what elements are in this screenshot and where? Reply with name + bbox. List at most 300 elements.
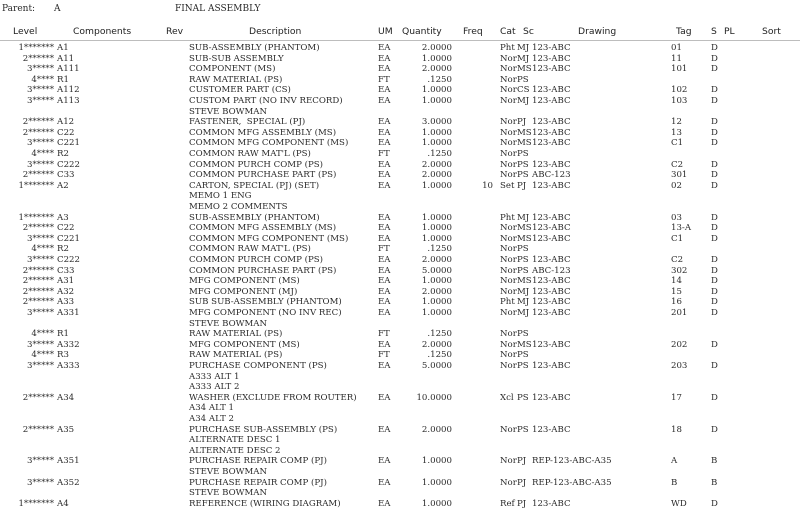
tag-cell: 302 (671, 265, 688, 276)
sc-cell: MJ (517, 286, 530, 297)
level-cell: 3***** (27, 339, 54, 350)
drawing-cell: 123-ABC (532, 276, 571, 287)
quantity-cell: .1250 (427, 244, 452, 255)
quantity-cell: 1.0000 (421, 477, 452, 488)
s-cell: D (711, 127, 718, 138)
cat-cell: Ref (500, 498, 515, 509)
drawing-cell: 123-ABC (532, 96, 571, 106)
quantity-cell: 1.0000 (421, 297, 452, 308)
cat-cell: Nor (500, 85, 517, 96)
sc-cell: PS (517, 255, 529, 265)
col-sort: Sort (762, 26, 781, 37)
sc-cell: PS (517, 149, 529, 159)
sc-cell: MS (517, 223, 532, 234)
cat-cell: Nor (500, 339, 517, 350)
level-cell: 1******* (18, 212, 54, 223)
drawing-cell: REP-123-ABC-A35 (532, 456, 612, 467)
tag-cell: 301 (671, 170, 688, 181)
quantity-cell: 1.0000 (421, 212, 452, 223)
cat-cell: Nor (500, 64, 517, 75)
um-cell: FT (378, 329, 390, 340)
um-cell: EA (378, 180, 391, 191)
freq-cell: 10 (482, 180, 493, 191)
level-cell: 3***** (27, 64, 54, 75)
component-cell: C221 (57, 233, 80, 244)
s-cell: D (711, 498, 718, 509)
um-cell: EA (378, 265, 391, 276)
cat-cell: Nor (500, 159, 517, 170)
cat-cell: Nor (500, 53, 517, 64)
drawing-cell: 123-ABC (532, 117, 571, 128)
description-cell: MFG COMPONENT (NO INV REC) (189, 308, 342, 318)
component-cell: A32 (57, 286, 75, 297)
s-cell: D (711, 53, 718, 64)
um-cell: EA (378, 456, 391, 467)
col-level: Level (13, 26, 38, 37)
cat-cell: Nor (500, 149, 517, 159)
sc-cell: PS (517, 361, 529, 371)
quantity-cell: 1.0000 (421, 180, 452, 191)
description-cell: CUSTOM PART (NO INV RECORD) (189, 96, 343, 106)
drawing-cell: 123-ABC (532, 297, 571, 308)
level-cell: 2****** (22, 392, 54, 403)
tag-cell: 13 (671, 127, 682, 138)
um-cell: EA (378, 339, 391, 350)
tag-cell: A (671, 456, 678, 467)
level-cell: 4**** (31, 350, 54, 361)
um-cell: EA (378, 127, 391, 138)
drawing-cell: 123-ABC (532, 85, 571, 96)
quantity-cell: 5.0000 (421, 265, 452, 276)
description-cell: COMMON PURCHASE PART (PS) (189, 265, 337, 276)
component-cell: A31 (57, 276, 75, 287)
component-cell: A4 (57, 498, 69, 509)
level-cell: 1******* (18, 43, 54, 53)
level-cell: 2****** (22, 53, 54, 64)
description-cell: COMMON MFG COMPONENT (MS) (189, 138, 349, 149)
sc-cell: PJ (517, 477, 527, 488)
sc-cell: PJ (517, 117, 527, 128)
um-cell: EA (378, 117, 391, 128)
s-cell: D (711, 276, 718, 287)
drawing-cell: 123-ABC (532, 361, 571, 371)
cat-cell: Nor (500, 74, 517, 85)
cat-cell: Nor (500, 308, 517, 318)
level-cell: 3***** (27, 85, 54, 96)
s-cell: D (711, 85, 718, 96)
quantity-cell: 1.0000 (421, 127, 452, 138)
s-cell: D (711, 43, 718, 53)
s-cell: D (711, 233, 718, 244)
description-cell: PURCHASE REPAIR COMP (PJ) (189, 456, 327, 467)
col-tag: Tag (676, 26, 692, 37)
drawing-cell: 123-ABC (532, 223, 571, 234)
cat-cell: Nor (500, 223, 517, 234)
tag-cell: B (671, 477, 678, 488)
sc-cell: PS (517, 329, 529, 340)
tag-cell: 01 (671, 43, 682, 53)
sc-cell: PS (517, 424, 529, 435)
description-cell: SUB-ASSEMBLY (PHANTOM) (189, 43, 320, 53)
cat-cell: Nor (500, 170, 517, 181)
um-cell: EA (378, 286, 391, 297)
tag-cell: C2 (671, 255, 684, 265)
tag-cell: 101 (671, 64, 688, 75)
description-cell: CARTON, SPECIAL (PJ) (SET) (189, 180, 320, 191)
parent-value: A (54, 4, 61, 14)
quantity-cell: 1.0000 (421, 456, 452, 467)
cat-cell: Pht (500, 43, 515, 53)
component-cell: A333 (57, 361, 80, 371)
description-cell: A34 ALT 2 (189, 414, 235, 424)
cat-cell: Nor (500, 350, 517, 361)
tag-cell: 14 (671, 276, 682, 287)
s-cell: D (711, 223, 718, 234)
um-cell: EA (378, 477, 391, 488)
col-s: S (711, 26, 717, 37)
quantity-cell: 1.0000 (421, 85, 452, 96)
quantity-cell: 2.0000 (421, 339, 452, 350)
tag-cell: 11 (671, 53, 682, 64)
sc-cell: MJ (517, 212, 530, 223)
parent-title: FINAL ASSEMBLY (175, 4, 261, 14)
description-cell: ALTERNATE DESC 1 (189, 435, 281, 446)
cat-cell: Nor (500, 329, 517, 340)
description-cell: A34 ALT 1 (189, 403, 235, 414)
component-cell: R3 (57, 350, 69, 361)
description-cell: RAW MATERIAL (PS) (189, 350, 283, 361)
component-cell: A3 (57, 212, 69, 223)
sc-cell: PS (517, 244, 529, 255)
um-cell: EA (378, 170, 391, 181)
description-cell: PURCHASE COMPONENT (PS) (189, 361, 327, 371)
level-cell: 2****** (22, 424, 54, 435)
level-cell: 3***** (27, 138, 54, 149)
s-cell: D (711, 96, 718, 106)
s-cell: D (711, 424, 718, 435)
um-cell: FT (378, 74, 390, 85)
drawing-cell: 123-ABC (532, 498, 571, 509)
um-cell: FT (378, 350, 390, 361)
cat-cell: Nor (500, 96, 517, 106)
um-cell: EA (378, 53, 391, 64)
tag-cell: WD (671, 498, 687, 509)
s-cell: B (711, 456, 718, 467)
drawing-cell: 123-ABC (532, 127, 571, 138)
description-cell: COMMON MFG COMPONENT (MS) (189, 233, 349, 244)
level-cell: 2****** (22, 170, 54, 181)
description-cell: A333 ALT 1 (189, 371, 240, 382)
cat-cell: Nor (500, 286, 517, 297)
level-cell: 3***** (27, 255, 54, 265)
level-cell: 3***** (27, 361, 54, 371)
description-cell: FASTENER, SPECIAL (PJ) (189, 117, 306, 128)
level-cell: 2****** (22, 265, 54, 276)
quantity-cell: .1250 (427, 350, 452, 361)
description-cell: MEMO 1 ENG (189, 191, 252, 202)
quantity-cell: 1.0000 (421, 498, 452, 509)
component-cell: A35 (57, 424, 75, 435)
drawing-cell: 123-ABC (532, 424, 571, 435)
component-cell: C33 (57, 170, 75, 181)
level-cell: 3***** (27, 96, 54, 106)
component-cell: R2 (57, 149, 69, 159)
description-cell: COMMON RAW MAT'L (PS) (189, 244, 311, 255)
drawing-cell: 123-ABC (532, 53, 571, 64)
tag-cell: 12 (671, 117, 682, 128)
drawing-cell: 123-ABC (532, 43, 571, 53)
drawing-cell: 123-ABC (532, 138, 571, 149)
level-cell: 4**** (31, 329, 54, 340)
description-cell: CUSTOMER PART (CS) (189, 85, 291, 96)
description-cell: RAW MATERIAL (PS) (189, 329, 283, 340)
quantity-cell: 2.0000 (421, 286, 452, 297)
component-cell: A112 (57, 85, 80, 96)
tag-cell: 102 (671, 85, 688, 96)
component-cell: A34 (57, 392, 75, 403)
col-um: UM (378, 26, 393, 37)
description-cell: SUB SUB-ASSEMBLY (PHANTOM) (189, 297, 342, 308)
col-sc: Sc (523, 26, 534, 37)
um-cell: EA (378, 276, 391, 287)
tag-cell: 02 (671, 180, 682, 191)
sc-cell: MS (517, 233, 532, 244)
s-cell: D (711, 138, 718, 149)
cat-cell: Pht (500, 212, 515, 223)
level-cell: 2****** (22, 117, 54, 128)
col-description: Description (249, 26, 302, 37)
description-cell: COMMON MFG ASSEMBLY (MS) (189, 127, 337, 138)
drawing-cell: 123-ABC (532, 255, 571, 265)
quantity-cell: 5.0000 (421, 361, 452, 371)
um-cell: EA (378, 297, 391, 308)
component-cell: C33 (57, 265, 75, 276)
quantity-cell: 10.0000 (416, 392, 452, 403)
component-cell: A332 (57, 339, 80, 350)
level-cell: 2****** (22, 127, 54, 138)
col-drawing: Drawing (578, 26, 617, 37)
component-cell: A331 (57, 308, 80, 318)
level-cell: 2****** (22, 297, 54, 308)
sc-cell: PS (517, 350, 529, 361)
description-cell: COMMON PURCH COMP (PS) (189, 255, 323, 265)
um-cell: EA (378, 424, 391, 435)
component-cell: A113 (57, 96, 80, 106)
cat-cell: Nor (500, 244, 517, 255)
level-cell: 2****** (22, 223, 54, 234)
cat-cell: Nor (500, 477, 517, 488)
component-cell: R1 (57, 74, 69, 85)
um-cell: EA (378, 392, 391, 403)
sc-cell: PJ (517, 456, 527, 467)
component-cell: A11 (57, 53, 75, 64)
quantity-cell: 2.0000 (421, 43, 452, 53)
component-cell: A111 (57, 64, 80, 75)
um-cell: EA (378, 361, 391, 371)
description-cell: MFG COMPONENT (MS) (189, 339, 300, 350)
level-cell: 3***** (27, 233, 54, 244)
tag-cell: C1 (671, 233, 684, 244)
um-cell: EA (378, 96, 391, 106)
drawing-cell: 123-ABC (532, 286, 571, 297)
component-cell: R2 (57, 244, 69, 255)
um-cell: EA (378, 212, 391, 223)
parent-label: Parent: (2, 4, 36, 14)
component-cell: C22 (57, 127, 75, 138)
um-cell: EA (378, 498, 391, 509)
level-cell: 4**** (31, 74, 54, 85)
level-cell: 2****** (22, 276, 54, 287)
quantity-cell: 2.0000 (421, 159, 452, 170)
tag-cell: 201 (671, 308, 688, 318)
description-cell: MFG COMPONENT (MS) (189, 276, 300, 287)
tag-cell: C2 (671, 159, 684, 170)
description-cell: STEVE BOWMAN (189, 318, 267, 329)
tag-cell: 203 (671, 361, 688, 371)
sc-cell: PS (517, 74, 529, 85)
level-cell: 1******* (18, 180, 54, 191)
s-cell: D (711, 286, 718, 297)
quantity-cell: 2.0000 (421, 255, 452, 265)
tag-cell: 15 (671, 286, 682, 297)
um-cell: EA (378, 159, 391, 170)
description-cell: COMMON PURCHASE PART (PS) (189, 170, 337, 181)
drawing-cell: 123-ABC (532, 180, 571, 191)
quantity-cell: 1.0000 (421, 96, 452, 106)
tag-cell: 03 (671, 212, 682, 223)
s-cell: B (711, 477, 718, 488)
component-cell: R1 (57, 329, 69, 340)
s-cell: D (711, 265, 718, 276)
drawing-cell: 123-ABC (532, 339, 571, 350)
description-cell: COMMON MFG ASSEMBLY (MS) (189, 223, 337, 234)
level-cell: 3***** (27, 308, 54, 318)
s-cell: D (711, 159, 718, 170)
drawing-cell: REP-123-ABC-A35 (532, 477, 612, 488)
level-cell: 3***** (27, 477, 54, 488)
sc-cell: MS (517, 138, 532, 149)
description-cell: SUB-ASSEMBLY (PHANTOM) (189, 212, 320, 223)
drawing-cell: ABC-123 (532, 265, 571, 276)
um-cell: EA (378, 85, 391, 96)
s-cell: D (711, 255, 718, 265)
sc-cell: MS (517, 339, 532, 350)
tag-cell: 17 (671, 392, 682, 403)
tag-cell: 13-A (671, 223, 692, 234)
drawing-cell: 123-ABC (532, 233, 571, 244)
description-cell: COMMON PURCH COMP (PS) (189, 159, 323, 170)
description-cell: ALTERNATE DESC 2 (189, 445, 281, 456)
quantity-cell: 1.0000 (421, 276, 452, 287)
component-cell: A2 (57, 180, 69, 191)
component-cell: C222 (57, 255, 80, 265)
s-cell: D (711, 392, 718, 403)
component-cell: A1 (57, 43, 69, 53)
cat-cell: Nor (500, 255, 517, 265)
level-cell: 3***** (27, 159, 54, 170)
sc-cell: MJ (517, 96, 530, 106)
sc-cell: PJ (517, 498, 527, 509)
s-cell: D (711, 212, 718, 223)
drawing-cell: 123-ABC (532, 64, 571, 75)
col-quantity: Quantity (402, 26, 442, 37)
cat-cell: Nor (500, 138, 517, 149)
sc-cell: PS (517, 170, 529, 181)
quantity-cell: .1250 (427, 149, 452, 159)
col-freq: Freq (463, 26, 483, 37)
quantity-cell: 1.0000 (421, 308, 452, 318)
component-cell: A33 (57, 297, 75, 308)
description-cell: STEVE BOWMAN (189, 488, 267, 499)
description-cell: COMPONENT (MS) (189, 64, 276, 75)
um-cell: EA (378, 223, 391, 234)
quantity-cell: 1.0000 (421, 138, 452, 149)
s-cell: D (711, 64, 718, 75)
sc-cell: MS (517, 127, 532, 138)
sc-cell: MJ (517, 297, 530, 308)
col-rev: Rev (166, 26, 184, 37)
description-cell: STEVE BOWMAN (189, 467, 267, 477)
description-cell: STEVE BOWMAN (189, 106, 267, 117)
sc-cell: MS (517, 64, 532, 75)
level-cell: 4**** (31, 149, 54, 159)
um-cell: EA (378, 255, 391, 265)
description-cell: COMMON RAW MAT'L (PS) (189, 149, 311, 159)
sc-cell: PS (517, 392, 529, 403)
cat-cell: Pht (500, 297, 515, 308)
description-cell: PURCHASE SUB-ASSEMBLY (PS) (189, 424, 338, 435)
col-cat: Cat (500, 26, 516, 37)
quantity-cell: 3.0000 (421, 117, 452, 128)
quantity-cell: 1.0000 (421, 223, 452, 234)
drawing-cell: 123-ABC (532, 308, 571, 318)
component-cell: A351 (57, 456, 80, 467)
cat-cell: Set (500, 180, 515, 191)
sc-cell: PJ (517, 180, 527, 191)
level-cell: 1******* (18, 498, 54, 509)
component-cell: A352 (57, 477, 80, 488)
tag-cell: 103 (671, 96, 688, 106)
description-cell: SUB-SUB ASSEMBLY (189, 53, 284, 64)
quantity-cell: 2.0000 (421, 424, 452, 435)
um-cell: EA (378, 308, 391, 318)
component-cell: A12 (57, 117, 75, 128)
quantity-cell: 2.0000 (421, 170, 452, 181)
tag-cell: 16 (671, 297, 682, 308)
tag-cell: 18 (671, 424, 682, 435)
um-cell: FT (378, 149, 390, 159)
description-cell: PURCHASE REPAIR COMP (PJ) (189, 477, 327, 488)
sc-cell: PS (517, 265, 529, 276)
sc-cell: MS (517, 276, 532, 287)
quantity-cell: 1.0000 (421, 53, 452, 64)
s-cell: D (711, 117, 718, 128)
description-cell: REFERENCE (WIRING DIAGRAM) (189, 498, 341, 509)
description-cell: WASHER (EXCLUDE FROM ROUTER) (189, 392, 357, 403)
col-components: Components (73, 26, 132, 37)
quantity-cell: 2.0000 (421, 64, 452, 75)
um-cell: FT (378, 244, 390, 255)
tag-cell: 202 (671, 339, 688, 350)
sc-cell: MJ (517, 43, 530, 53)
component-cell: C22 (57, 223, 75, 234)
sc-cell: PS (517, 159, 529, 170)
cat-cell: Nor (500, 361, 517, 371)
s-cell: D (711, 297, 718, 308)
level-cell: 3***** (27, 456, 54, 467)
drawing-cell: 123-ABC (532, 392, 571, 403)
header-divider (0, 40, 800, 41)
